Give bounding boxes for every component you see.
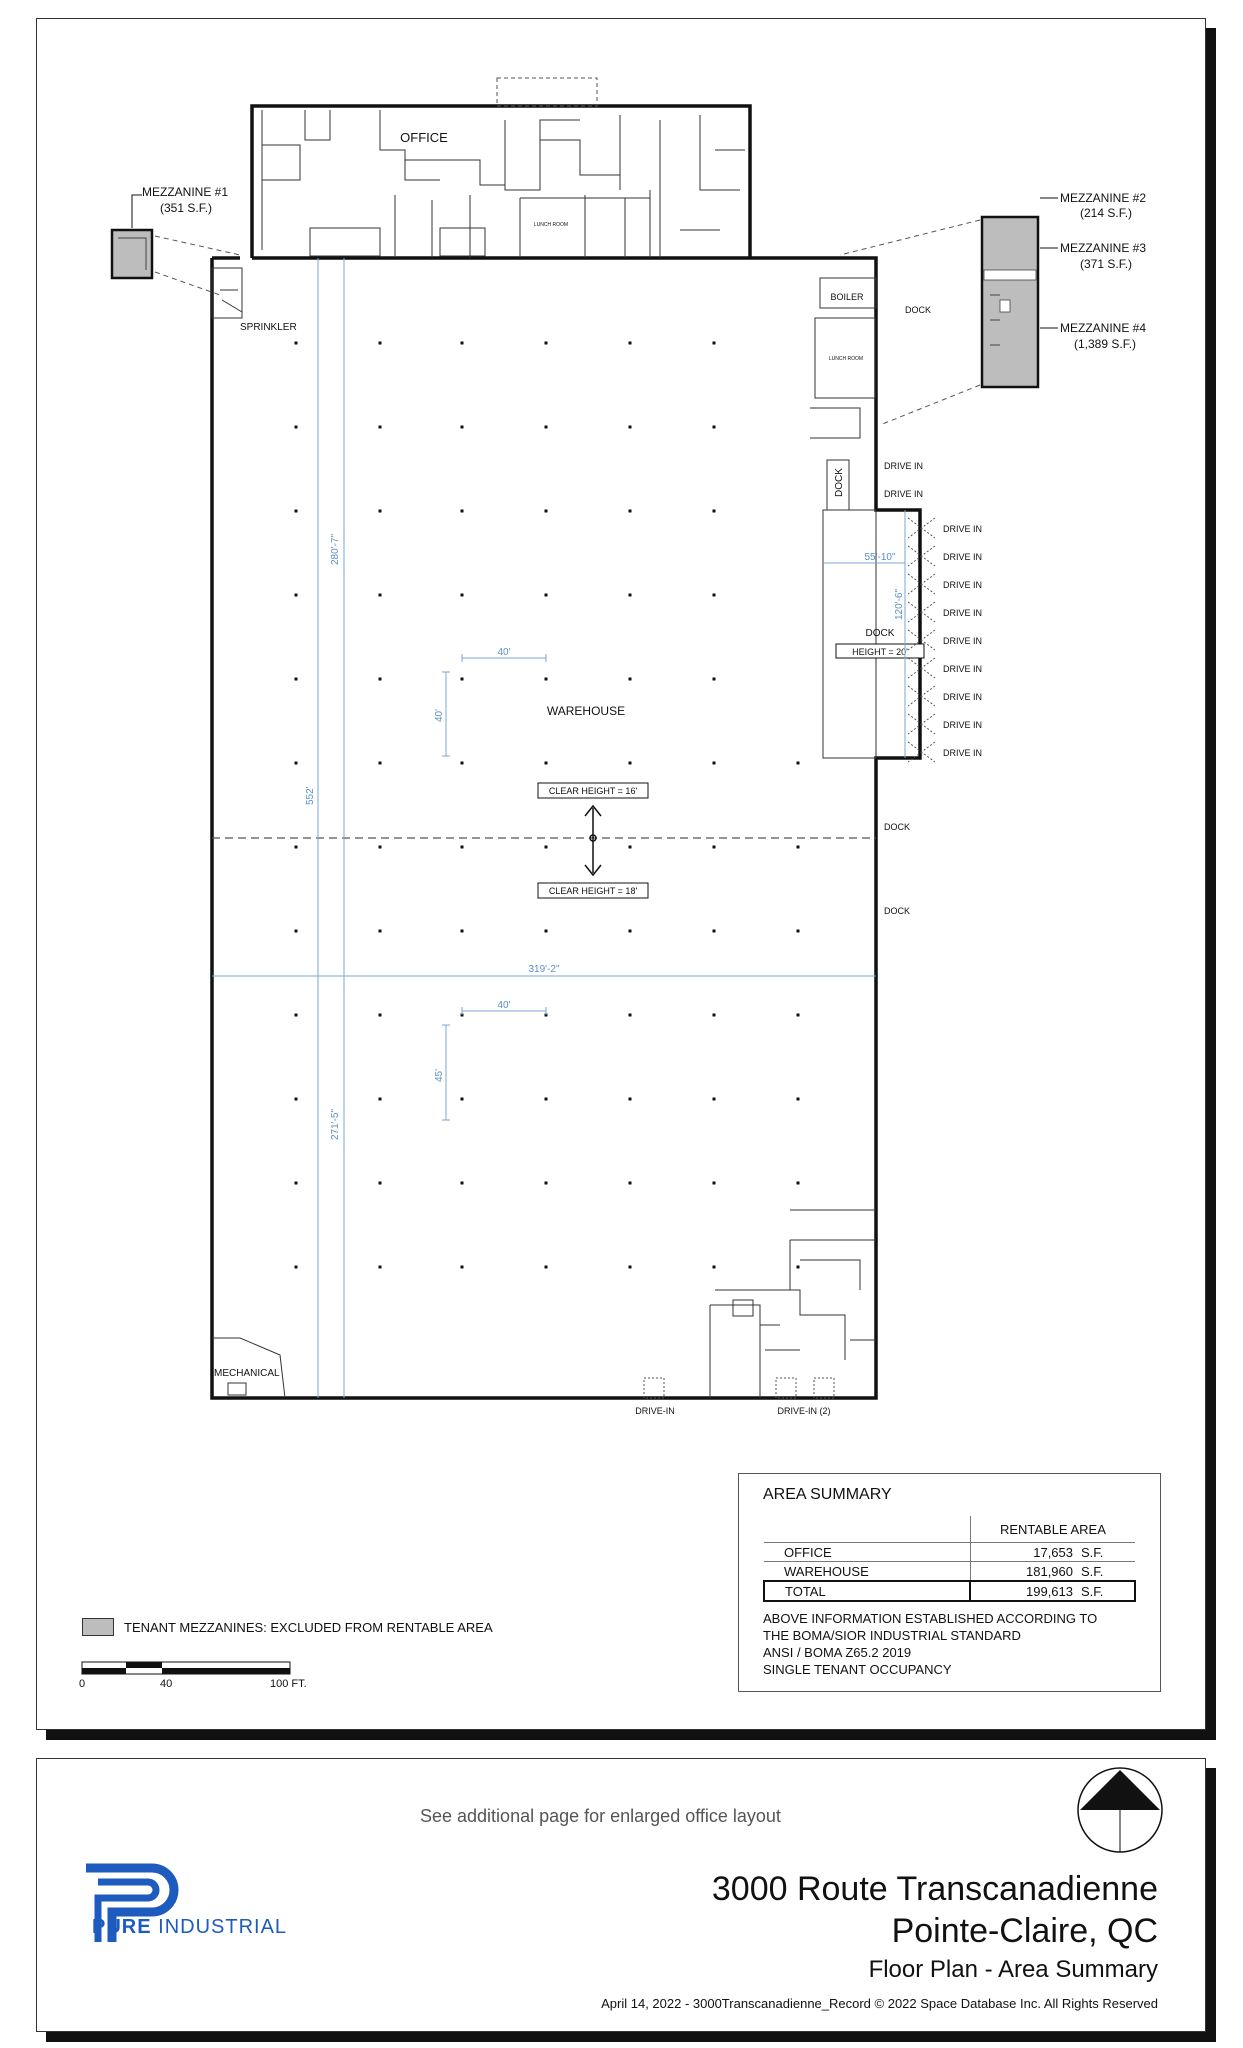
column-dot — [379, 510, 382, 513]
column-dot — [797, 1098, 800, 1101]
mezzanine-2-name: MEZZANINE #2 — [1060, 191, 1147, 205]
column-dot — [461, 1098, 464, 1101]
column-dot — [629, 1182, 632, 1185]
dim-45: 45' — [434, 1068, 445, 1082]
column-dot — [379, 1014, 382, 1017]
east-dock-label: DOCK — [865, 628, 895, 639]
dim-40-side: 40' — [434, 708, 445, 722]
table-row — [764, 1516, 1135, 1543]
area-notes — [763, 1610, 1097, 1678]
area-summary-title: AREA SUMMARY — [763, 1486, 892, 1503]
column-dot — [379, 426, 382, 429]
sprinkler-label: SPRINKLER — [240, 322, 297, 333]
column-dot — [713, 1098, 716, 1101]
column-dot — [295, 342, 298, 345]
drive-in-label: DRIVE IN — [943, 524, 983, 534]
plan-subtitle: Floor Plan - Area Summary — [868, 1956, 1158, 1983]
logo-bold: PURE — [92, 1916, 152, 1938]
column-dot — [629, 1098, 632, 1101]
table-row — [764, 1562, 1135, 1582]
mezzanine-3-area: (371 S.F.) — [1080, 257, 1133, 271]
footer-credits: April 14, 2022 - 3000Transcanadienne_Record © 2022 Space Database Inc. All Rights Reserved — [601, 1996, 1158, 2011]
drive-in-label: DRIVE IN — [943, 636, 983, 646]
dim-120: 120'-6" — [894, 588, 905, 620]
column-dot — [461, 594, 464, 597]
column-dot — [545, 426, 548, 429]
column-dot — [379, 762, 382, 765]
column-dot — [461, 1266, 464, 1269]
column-dot — [713, 846, 716, 849]
mezzanine-1-name: MEZZANINE #1 — [142, 185, 229, 199]
mezzanine-4-name: MEZZANINE #4 — [1060, 321, 1147, 335]
mezzanine-legend — [82, 1618, 493, 1636]
table-row — [764, 1543, 1135, 1562]
scale-label-40: 40 — [160, 1678, 173, 1690]
column-dot — [461, 342, 464, 345]
lunch-room-label: LUNCH ROOM — [533, 222, 569, 228]
column-dot — [629, 762, 632, 765]
column-dot — [713, 678, 716, 681]
drive-in-label-b: DRIVE IN — [884, 489, 924, 499]
column-dot — [461, 510, 464, 513]
note-line: ANSI / BOMA Z65.2 2019 — [763, 1645, 912, 1660]
column-dot — [295, 1098, 298, 1101]
column-dot — [295, 594, 298, 597]
column-dot — [545, 846, 548, 849]
mechanical-room — [212, 268, 285, 1398]
column-dot — [295, 930, 298, 933]
scale-label-0: 0 — [79, 1678, 86, 1690]
column-dot — [295, 1014, 298, 1017]
column-dot — [295, 846, 298, 849]
drive-in-label: DRIVE IN — [943, 720, 983, 730]
scale-bar — [82, 1662, 290, 1674]
column-dot — [545, 1266, 548, 1269]
column-dot — [797, 762, 800, 765]
dock-label-1: DOCK — [905, 305, 932, 315]
bottom-drive-ins — [644, 1378, 834, 1398]
warehouse-label: WAREHOUSE — [546, 704, 626, 718]
column-dot — [797, 1014, 800, 1017]
clear-height-18-label: CLEAR HEIGHT = 18' — [548, 886, 638, 896]
column-dot — [461, 426, 464, 429]
address-line-2: Pointe-Claire, QC — [891, 1912, 1158, 1950]
column-dot — [379, 1266, 382, 1269]
column-dot — [379, 594, 382, 597]
column-dot — [379, 1098, 382, 1101]
drive-in-label: DRIVE IN — [943, 580, 983, 590]
column-dot — [295, 678, 298, 681]
column-dot — [713, 1266, 716, 1269]
note-line: ABOVE INFORMATION ESTABLISHED ACCORDING TO — [763, 1611, 1098, 1626]
legend-swatch — [82, 1618, 114, 1636]
column-dot — [629, 678, 632, 681]
column-dot — [713, 426, 716, 429]
column-dot — [629, 1014, 632, 1017]
row-unit: S.F. — [1077, 1543, 1135, 1562]
row-label: OFFICE — [764, 1543, 970, 1562]
column-dot — [797, 930, 800, 933]
column-dot — [379, 930, 382, 933]
column-dot — [629, 1266, 632, 1269]
north-arrow-icon — [1078, 1768, 1162, 1852]
row-value: 181,960 — [970, 1562, 1077, 1582]
column-dot — [713, 594, 716, 597]
column-dot — [379, 846, 382, 849]
column-dot — [797, 1266, 800, 1269]
rentable-area-header: RENTABLE AREA — [970, 1516, 1135, 1543]
column-dot — [295, 426, 298, 429]
row-value: 199,613 — [970, 1581, 1077, 1601]
logo-wordmark — [92, 1916, 287, 1939]
dim-271: 271'-5" — [330, 1108, 341, 1140]
column-dot — [545, 762, 548, 765]
office-interior — [262, 110, 745, 258]
column-dot — [545, 342, 548, 345]
drive-in-label: DRIVE IN — [943, 608, 983, 618]
dim-552: 552' — [305, 786, 316, 805]
note-line: SINGLE TENANT OCCUPANCY — [763, 1662, 952, 1677]
legend-text: TENANT MEZZANINES: EXCLUDED FROM RENTABLE AREA — [124, 1619, 493, 1635]
mezzanine-4-area: (1,389 S.F.) — [1074, 337, 1137, 351]
column-dot — [797, 1182, 800, 1185]
drive-in-label: DRIVE IN — [943, 552, 983, 562]
column-dot — [713, 510, 716, 513]
column-dot — [545, 678, 548, 681]
column-dot — [713, 1182, 716, 1185]
table-row — [764, 1581, 1135, 1601]
column-dot — [295, 510, 298, 513]
drive-in-2-label: DRIVE-IN (2) — [777, 1406, 831, 1416]
column-dot — [461, 762, 464, 765]
column-dot — [545, 594, 548, 597]
column-dot — [461, 846, 464, 849]
column-dot — [295, 762, 298, 765]
office-label: OFFICE — [400, 130, 448, 145]
column-grid — [295, 342, 800, 1269]
height-arrow — [585, 806, 601, 875]
column-dot — [545, 930, 548, 933]
column-dot — [295, 1266, 298, 1269]
column-dot — [629, 846, 632, 849]
mezzanine-2-area: (214 S.F.) — [1080, 206, 1133, 220]
drive-in-label: DRIVE IN — [943, 692, 983, 702]
row-unit: S.F. — [1077, 1581, 1135, 1601]
area-summary — [738, 1473, 1161, 1692]
column-dot — [545, 510, 548, 513]
east-lunch-label: LUNCH ROOM — [828, 356, 864, 362]
mezzanine-3-name: MEZZANINE #3 — [1060, 241, 1147, 255]
scale-label-100: 100 FT. — [270, 1678, 307, 1690]
enlarged-office-note: See additional page for enlarged office layout — [420, 1806, 781, 1826]
area-table — [763, 1516, 1136, 1602]
south-east-rooms — [710, 1210, 876, 1398]
dock-label-3: DOCK — [884, 906, 911, 916]
column-dot — [629, 930, 632, 933]
drive-in-label-a: DRIVE IN — [884, 461, 924, 471]
column-dot — [629, 342, 632, 345]
drive-in-label: DRIVE IN — [943, 664, 983, 674]
dim-55: 55'-10" — [864, 552, 896, 563]
column-dot — [797, 846, 800, 849]
dock-label-2: DOCK — [884, 822, 911, 832]
column-dot — [713, 342, 716, 345]
column-dot — [461, 678, 464, 681]
dim-280: 280'-7" — [330, 533, 341, 565]
column-dot — [629, 594, 632, 597]
dimension-lines — [212, 258, 905, 1398]
mezzanine-2-4-shape — [982, 217, 1038, 387]
row-label: WAREHOUSE — [764, 1562, 970, 1582]
clear-height-16-label: CLEAR HEIGHT = 16' — [548, 786, 638, 796]
dim-319: 319'-2" — [528, 964, 560, 975]
column-dot — [295, 1182, 298, 1185]
dim-40-top: 40' — [497, 647, 511, 658]
row-label: TOTAL — [764, 1581, 970, 1601]
row-value: 17,653 — [970, 1543, 1077, 1562]
column-dot — [379, 342, 382, 345]
column-dot — [713, 762, 716, 765]
column-dot — [545, 1098, 548, 1101]
column-dot — [629, 510, 632, 513]
drive-in-label: DRIVE IN — [943, 748, 983, 758]
drive-in-bottom-label: DRIVE-IN — [635, 1406, 675, 1416]
mechanical-label: MECHANICAL — [214, 1368, 280, 1379]
dock-height-label: HEIGHT = 20' — [852, 647, 908, 657]
boiler-label: BOILER — [830, 292, 864, 302]
column-dot — [379, 1182, 382, 1185]
row-unit: S.F. — [1077, 1562, 1135, 1582]
column-dot — [713, 1014, 716, 1017]
dim-40-bottom: 40' — [497, 1000, 511, 1011]
note-line: THE BOMA/SIOR INDUSTRIAL STANDARD — [763, 1628, 1021, 1643]
column-dot — [461, 930, 464, 933]
logo-rest: INDUSTRIAL — [158, 1916, 288, 1938]
column-dot — [379, 678, 382, 681]
east-annex — [810, 278, 876, 758]
address-line-1: 3000 Route Transcanadienne — [711, 1870, 1158, 1908]
column-dot — [629, 426, 632, 429]
column-dot — [461, 1182, 464, 1185]
dock-vertical-label: DOCK — [834, 468, 845, 497]
column-dot — [545, 1182, 548, 1185]
office-dashed-outline — [497, 78, 597, 106]
column-dot — [713, 930, 716, 933]
mezzanine-1-area: (351 S.F.) — [160, 201, 213, 215]
